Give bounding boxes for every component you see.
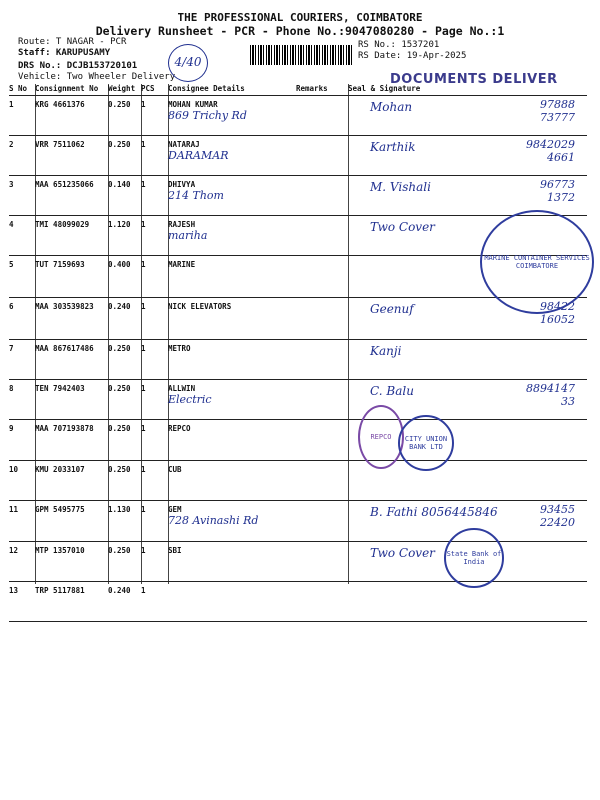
row-consignment: GPM 5495775 (35, 504, 85, 514)
signature-text: C. Balu (370, 383, 414, 398)
row-consignment: MAA 707193878 (35, 423, 94, 433)
consignee-name: ALLWIN (168, 383, 196, 393)
drs-number: DRS No.: DCJB153720101 (18, 61, 138, 71)
table-row (9, 419, 587, 460)
rs-date: RS Date: 19-Apr-2025 (358, 51, 467, 61)
row-remarks (296, 175, 348, 215)
route: Route: T NAGAR - PCR (18, 37, 127, 47)
header-sno: S No (9, 84, 28, 93)
row-pcs: 1 (141, 343, 146, 353)
header-consignment: Consignment No (35, 84, 99, 93)
row-consignment: TUT 7159693 (35, 259, 85, 269)
row-signature (348, 135, 587, 175)
header-remarks: Remarks (296, 84, 328, 93)
signature-text: Two Cover (370, 219, 435, 234)
row-consignee (168, 215, 296, 255)
row-remarks (296, 215, 348, 255)
row-sno: 4 (9, 219, 14, 229)
row-consignee (168, 297, 296, 339)
row-consignee (168, 581, 296, 621)
phone-number: 93455 22420 (540, 502, 575, 529)
row-pcs: 1 (141, 179, 146, 189)
row-sno: 8 (9, 383, 14, 393)
row-sno: 6 (9, 301, 14, 311)
row-sno: 12 (9, 545, 19, 555)
consignee-name: MARINE (168, 259, 196, 269)
row-pcs: 1 (141, 585, 146, 595)
handwritten-address: Electric (168, 392, 212, 406)
row-signature (348, 95, 587, 135)
row-signature (348, 175, 587, 215)
signature-text: B. Fathi 8056445846 (370, 504, 498, 519)
row-pcs: 1 (141, 99, 146, 109)
runsheet-title: Delivery Runsheet - PCR - Phone No.:9047080280 - Page No.:1 (95, 24, 505, 38)
row-remarks (296, 95, 348, 135)
table-row (9, 460, 587, 500)
signature-text: M. Vishali (370, 179, 431, 194)
table-header-row (9, 84, 587, 95)
row-weight: 0.250 (108, 545, 131, 555)
handwritten-address: DARAMAR (168, 148, 229, 162)
table-row (9, 95, 587, 135)
row-remarks (296, 379, 348, 419)
cub-stamp: CITY UNION BANK LTD (398, 415, 454, 471)
vehicle: Vehicle: Two Wheeler Delivery (18, 72, 176, 82)
table-row (9, 339, 587, 379)
row-weight: 0.250 (108, 139, 131, 149)
row-remarks (296, 581, 348, 621)
container-company-stamp: MARINE CONTAINER SERVICES COIMBATORE (480, 210, 594, 314)
row-pcs: 1 (141, 219, 146, 229)
table-row (9, 581, 587, 621)
row-consignee (168, 419, 296, 460)
row-consignee (168, 460, 296, 500)
row-sno: 13 (9, 585, 19, 595)
row-remarks (296, 255, 348, 297)
signature-text: Two Cover (370, 545, 435, 560)
consignee-name: NATARAJ (168, 139, 200, 149)
row-sno: 7 (9, 343, 14, 353)
row-consignee (168, 255, 296, 297)
row-weight: 0.250 (108, 343, 131, 353)
signature-text: Karthik (370, 139, 416, 154)
row-consignee (168, 95, 296, 135)
row-remarks (296, 135, 348, 175)
handwritten-address: 869 Trichy Rd (168, 108, 247, 122)
row-pcs: 1 (141, 464, 146, 474)
consignee-name: MOHAN KUMAR (168, 99, 218, 109)
row-weight: 0.250 (108, 383, 131, 393)
handwritten-address: 214 Thom (168, 188, 224, 202)
rs-number: RS No.: 1537201 (358, 40, 440, 50)
table-row (9, 135, 587, 175)
consignee-name: GEM (168, 504, 182, 514)
row-pcs: 1 (141, 423, 146, 433)
consignee-name: RAJESH (168, 219, 196, 229)
row-weight: 1.130 (108, 504, 131, 514)
row-remarks (296, 541, 348, 581)
row-consignment: MAA 867617486 (35, 343, 94, 353)
phone-number: 8894147 33 (526, 381, 575, 408)
row-pcs: 1 (141, 504, 146, 514)
phone-number: 98422 16052 (540, 299, 575, 326)
row-sno: 1 (9, 99, 14, 109)
consignee-name: NICK ELEVATORS (168, 301, 232, 311)
row-pcs: 1 (141, 545, 146, 555)
row-remarks (296, 339, 348, 379)
row-weight: 0.250 (108, 99, 131, 109)
row-weight: 0.250 (108, 423, 131, 433)
row-consignment: KRG 4661376 (35, 99, 85, 109)
row-sno: 2 (9, 139, 14, 149)
table-row (9, 175, 587, 215)
sbi-stamp: State Bank of India (444, 528, 504, 588)
signature-text: Kanji (370, 343, 402, 358)
row-consignment: MAA 651235066 (35, 179, 94, 189)
row-sno: 9 (9, 423, 14, 433)
row-weight: 0.140 (108, 179, 131, 189)
row-consignment: MTP 1357010 (35, 545, 85, 555)
row-consignment: VRR 7511062 (35, 139, 85, 149)
row-consignment: MAA 303539823 (35, 301, 94, 311)
row-consignee (168, 500, 296, 541)
row-weight: 0.250 (108, 464, 131, 474)
signature-text: Geenuf (370, 301, 414, 316)
consignee-name: SBI (168, 545, 182, 555)
row-consignment: TMI 48099029 (35, 219, 90, 229)
row-weight: 0.240 (108, 585, 131, 595)
row-consignee (168, 135, 296, 175)
header-signature: Seal & Signature (348, 84, 421, 93)
row-pcs: 1 (141, 259, 146, 269)
row-sno: 5 (9, 259, 14, 269)
row-remarks (296, 500, 348, 541)
row-sno: 11 (9, 504, 19, 514)
header-weight: Weight (108, 84, 136, 93)
row-consignee (168, 339, 296, 379)
phone-number: 97888 73777 (540, 97, 575, 124)
row-consignee (168, 379, 296, 419)
consignee-name: CUB (168, 464, 182, 474)
signature-text: Mohan (370, 99, 413, 114)
row-sno: 10 (9, 464, 19, 474)
table-row (9, 500, 587, 541)
consignee-name: REPCO (168, 423, 191, 433)
handwritten-address: mariha (168, 228, 208, 242)
row-consignment: TRP 5117881 (35, 585, 85, 595)
header-pcs: PCS (141, 84, 155, 93)
row-remarks (296, 297, 348, 339)
row-consignee (168, 175, 296, 215)
row-consignment: KMU 2033107 (35, 464, 85, 474)
row-signature (348, 339, 587, 379)
header-consignee: Consignee Details (168, 84, 245, 93)
row-pcs: 1 (141, 301, 146, 311)
consignee-name: DHIVYA (168, 179, 196, 189)
delivery-table (9, 84, 587, 622)
handwritten-address: 728 Avinashi Rd (168, 513, 259, 527)
handwritten-count: 4/40 (168, 44, 208, 82)
row-pcs: 1 (141, 139, 146, 149)
table-row (9, 379, 587, 419)
company-name: THE PROFESSIONAL COURIERS, COIMBATORE (177, 11, 423, 24)
phone-number: 96773 1372 (540, 177, 575, 204)
row-remarks (296, 460, 348, 500)
staff: Staff: KARUPUSAMY (18, 48, 111, 58)
documents-delivered-stamp: DOCUMENTS DELIVER (390, 72, 558, 87)
row-weight: 0.240 (108, 301, 131, 311)
row-remarks (296, 419, 348, 460)
row-consignment: TEN 7942403 (35, 383, 85, 393)
repco-stamp: REPCO (358, 405, 404, 469)
barcode (250, 45, 352, 65)
row-weight: 1.120 (108, 219, 131, 229)
row-sno: 3 (9, 179, 14, 189)
row-consignee (168, 541, 296, 581)
row-weight: 0.400 (108, 259, 131, 269)
phone-number: 9842029 4661 (526, 137, 575, 164)
row-pcs: 1 (141, 383, 146, 393)
consignee-name: METRO (168, 343, 191, 353)
table-row (9, 297, 587, 339)
